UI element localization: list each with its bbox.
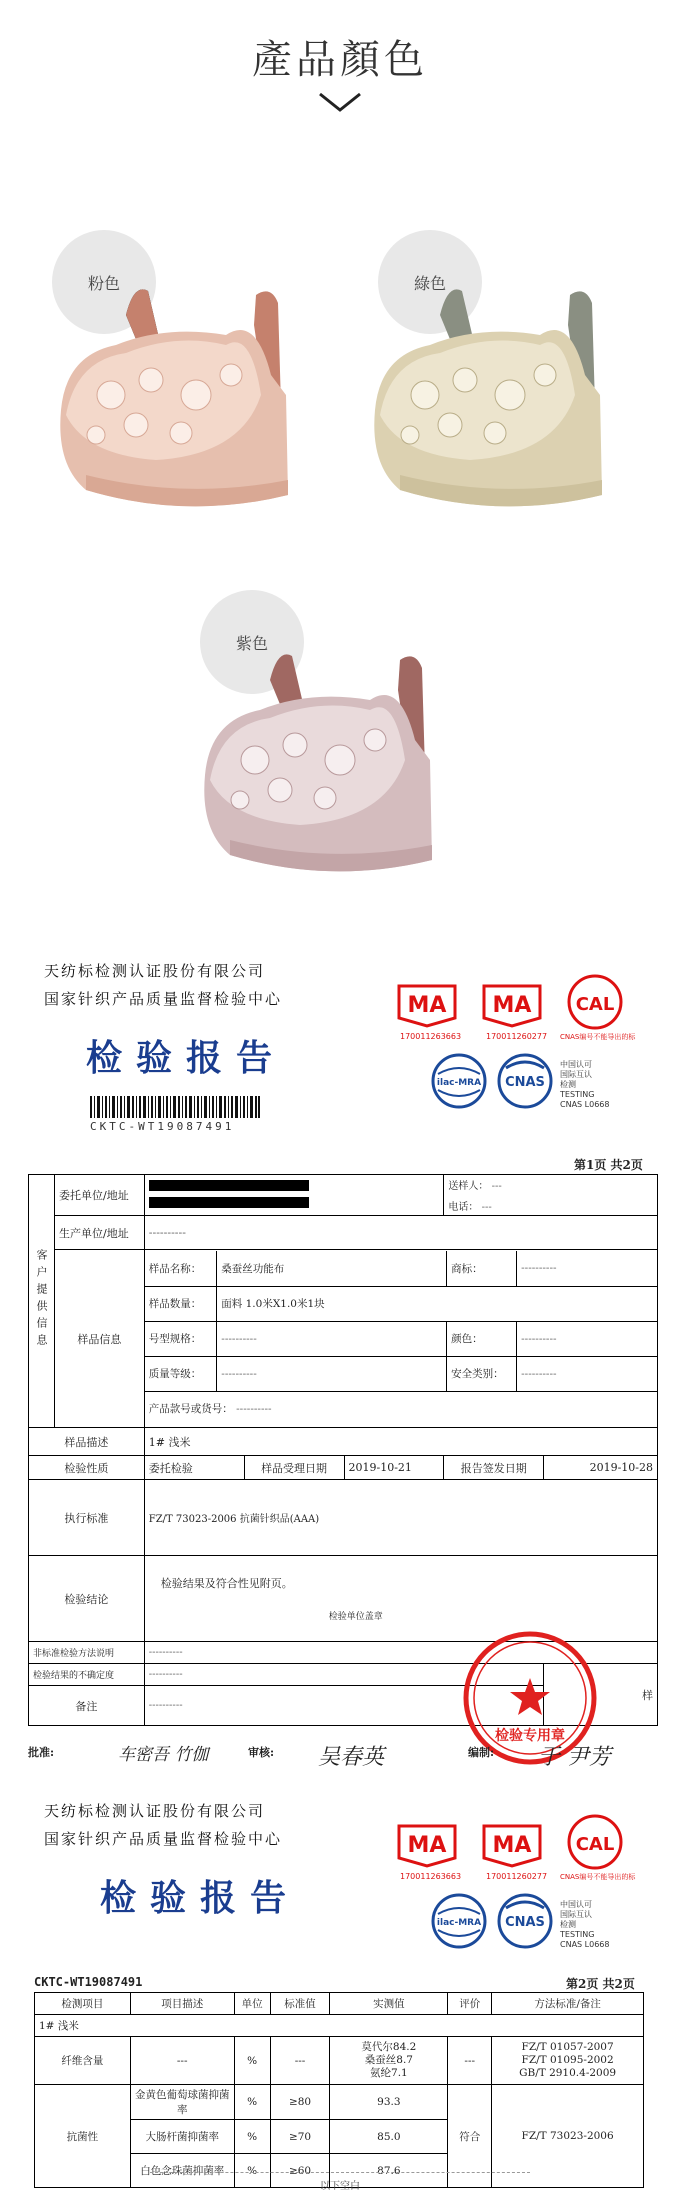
review-label: 审核: (248, 1746, 275, 1759)
eval-cell: --- (448, 2037, 492, 2085)
cnas-logo-icon (496, 1892, 554, 1950)
ilac-mra-logo-icon (430, 1892, 488, 1950)
table-row (35, 2085, 644, 2120)
column-header: 单位 (234, 1993, 270, 2015)
table-row (29, 1480, 658, 1556)
org-subname: 国家针织产品质量监督检验中心 (44, 990, 283, 1008)
unit-cell: % (234, 2085, 270, 2120)
producer-label: 生产单位/地址 (54, 1216, 144, 1250)
org-subname: 国家针织产品质量监督检验中心 (44, 1830, 283, 1848)
table-row (29, 1250, 658, 1428)
cert-text-block: 中国认可 国际互认 检测 TESTING CNAS L0668 (560, 1900, 610, 1949)
standard-value: FZ/T 73023-2006 抗菌针织品(AAA) (144, 1480, 657, 1556)
cal-logo-text: CAL (575, 1834, 615, 1855)
page-indicator: 第2页 共2页 (566, 1977, 635, 1991)
value-cell: 莫代尔84.2 桑蚕丝8.7 氨纶7.1 (330, 2037, 448, 2085)
redacted-block (149, 1197, 309, 1208)
cnas-logo-text: CNAS (505, 1075, 545, 1090)
table-row (35, 2037, 644, 2085)
sample-info-block: 样品名称： 桑蚕丝功能布 商标： ---------- 样品数量： 面料 1.0米X1.0米1块 号型规格： ---------- 颜色： ---------- 质量等级： ---------- 安全类别： ---------- 产品款号或货号： ---------- (144, 1250, 657, 1428)
table-header-row (35, 1993, 644, 2015)
org-name: 天纺标检测认证股份有限公司 (44, 962, 266, 980)
cal-logo-icon (565, 972, 625, 1032)
sample-info-label: 样品信息 (54, 1250, 144, 1428)
issue-date-value: 2019-10-28 (544, 1456, 658, 1480)
table-row (29, 1175, 658, 1216)
ilac-mra-logo-icon (430, 1052, 488, 1110)
side-label-cell: 客户提供信息 (29, 1175, 55, 1428)
cal-caption: CNAS编号不能导出的标 (560, 1873, 636, 1881)
sample-row: 1# 浅米 (35, 2015, 644, 2037)
conclusion-label: 检验结论 (29, 1556, 145, 1642)
value-cell: 87.6 (330, 2154, 448, 2188)
redacted-block (149, 1180, 309, 1191)
cal-logo-text: CAL (575, 994, 615, 1015)
results-table (34, 1992, 644, 2188)
divider (150, 2172, 530, 2173)
ma-logo-icon (395, 1818, 459, 1870)
column-header: 项目描述 (130, 1993, 234, 2015)
end-note: 以下空白 (320, 2181, 360, 2192)
chevron-down-icon (318, 92, 362, 114)
org-name: 天纺标检测认证股份有限公司 (44, 1802, 266, 1820)
ma-number-2: 170011260277 (486, 1032, 548, 1041)
sender-cell: 送样人： --- 电话： --- (444, 1175, 658, 1216)
table-row (29, 1428, 658, 1456)
ma-logo-icon (395, 978, 459, 1030)
table-row (29, 1216, 658, 1250)
standard-label: 执行标准 (29, 1480, 145, 1556)
report-number: CKTC-WT19087491 (90, 1120, 235, 1133)
approve-signature: 车密吾 竹伽 (118, 1745, 209, 1765)
product-colors-section (0, 0, 680, 920)
issue-date-label: 报告签发日期 (444, 1456, 544, 1480)
cal-logo-icon (565, 1812, 625, 1872)
desc-cell: 大肠杆菌抑菌率 (130, 2120, 234, 2154)
nonstd-value: ---------- (144, 1642, 657, 1664)
ma-logo-text: MA (492, 993, 532, 1018)
desc-cell: --- (130, 2037, 234, 2085)
item-cell: 纤维含量 (35, 2037, 131, 2085)
method-cell: FZ/T 01057-2007 FZ/T 01095-2002 GB/T 2910.4-2009 (492, 2037, 644, 2085)
seal-text: 检验专用章 (495, 1728, 565, 1744)
cnas-logo-text: CNAS (505, 1915, 545, 1930)
ma-logo-text: MA (407, 993, 447, 1018)
report-title: 检验报告 (86, 1037, 287, 1079)
seal-caption: 检验单位盖章 (328, 1612, 383, 1622)
desc-cell: 白色念珠菌抑菌率 (130, 2154, 234, 2188)
ilac-logo-text: ilac-MRA (436, 1918, 482, 1928)
unit-cell: % (234, 2120, 270, 2154)
table-row (35, 2015, 644, 2037)
std-cell: ≥70 (270, 2120, 330, 2154)
ma-logo-icon (480, 1818, 544, 1870)
page-indicator: 第1页 共2页 (574, 1158, 643, 1172)
ma-number-1: 170011263663 (400, 1872, 462, 1881)
ma-logo-text: MA (492, 1833, 532, 1858)
column-header: 实测值 (330, 1993, 448, 2015)
desc-value: 1# 浅米 (144, 1428, 657, 1456)
column-header: 标准值 (270, 1993, 330, 2015)
color-label-green: 綠色 (378, 230, 482, 334)
remark-label: 备注 (29, 1686, 145, 1726)
report-number: CKTC-WT19087491 (34, 1975, 143, 1989)
barcode-icon (90, 1096, 260, 1118)
std-cell: ≥60 (270, 2154, 330, 2188)
std-cell: ≥80 (270, 2085, 330, 2120)
color-label-purple: 紫色 (200, 590, 304, 694)
seal-side: 样 (544, 1664, 658, 1726)
column-header: 方法标准/备注 (492, 1993, 644, 2015)
ilac-logo-text: ilac-MRA (436, 1078, 482, 1088)
unit-cell: % (234, 2154, 270, 2188)
green-bra-image (370, 285, 640, 510)
cnas-logo-icon (496, 1052, 554, 1110)
signature-row (28, 1740, 658, 1774)
purple-bra-image (200, 650, 470, 875)
cal-caption: CNAS编号不能导出的标 (560, 1033, 636, 1041)
item-cell: 抗菌性 (35, 2085, 131, 2188)
nature-value: 委托检验 (144, 1456, 244, 1480)
column-header: 评价 (448, 1993, 492, 2015)
method-cell: FZ/T 73023-2006 (492, 2085, 644, 2188)
value-cell: 85.0 (330, 2120, 448, 2154)
ma-number-2: 170011260277 (486, 1872, 548, 1881)
edit-label: 编制: (468, 1746, 495, 1759)
client-value (144, 1175, 444, 1216)
desc-cell: 金黄色葡萄球菌抑菌率 (130, 2085, 234, 2120)
unit-cell: % (234, 2037, 270, 2085)
ma-logo-icon (480, 978, 544, 1030)
remark-value: ---------- (144, 1686, 543, 1726)
cert-text-block: 中国认可 国际互认 检测 TESTING CNAS L0668 (560, 1060, 610, 1109)
ma-logo-text: MA (407, 1833, 447, 1858)
approve-label: 批准: (28, 1746, 55, 1759)
client-label: 委托单位/地址 (54, 1175, 144, 1216)
value-cell: 93.3 (330, 2085, 448, 2120)
pink-bra-image (56, 285, 326, 510)
producer-value: ---------- (144, 1216, 657, 1250)
color-label-pink: 粉色 (52, 230, 156, 334)
nonstd-label: 非标准检验方法说明 (29, 1642, 145, 1664)
std-cell: --- (270, 2037, 330, 2085)
uncertainty-value: ---------- (144, 1664, 543, 1686)
table-row (29, 1456, 658, 1480)
nature-label: 检验性质 (29, 1456, 145, 1480)
recv-date-value: 2019-10-21 (344, 1456, 444, 1480)
conclusion-value: 检验结果及符合性见附页。 (160, 1577, 293, 1590)
eval-cell: 符合 (448, 2085, 492, 2188)
edit-signature: 于 尹芳 (538, 1745, 611, 1770)
desc-label: 样品描述 (29, 1428, 145, 1456)
report-title: 检验报告 (100, 1877, 301, 1919)
ma-number-1: 170011263663 (400, 1032, 462, 1041)
colors-title: 產品顏色 (252, 37, 428, 83)
column-header: 检测项目 (35, 1993, 131, 2015)
recv-date-label: 样品受理日期 (244, 1456, 344, 1480)
review-signature: 吴春英 (318, 1745, 385, 1770)
uncertainty-label: 检验结果的不确定度 (29, 1664, 145, 1686)
